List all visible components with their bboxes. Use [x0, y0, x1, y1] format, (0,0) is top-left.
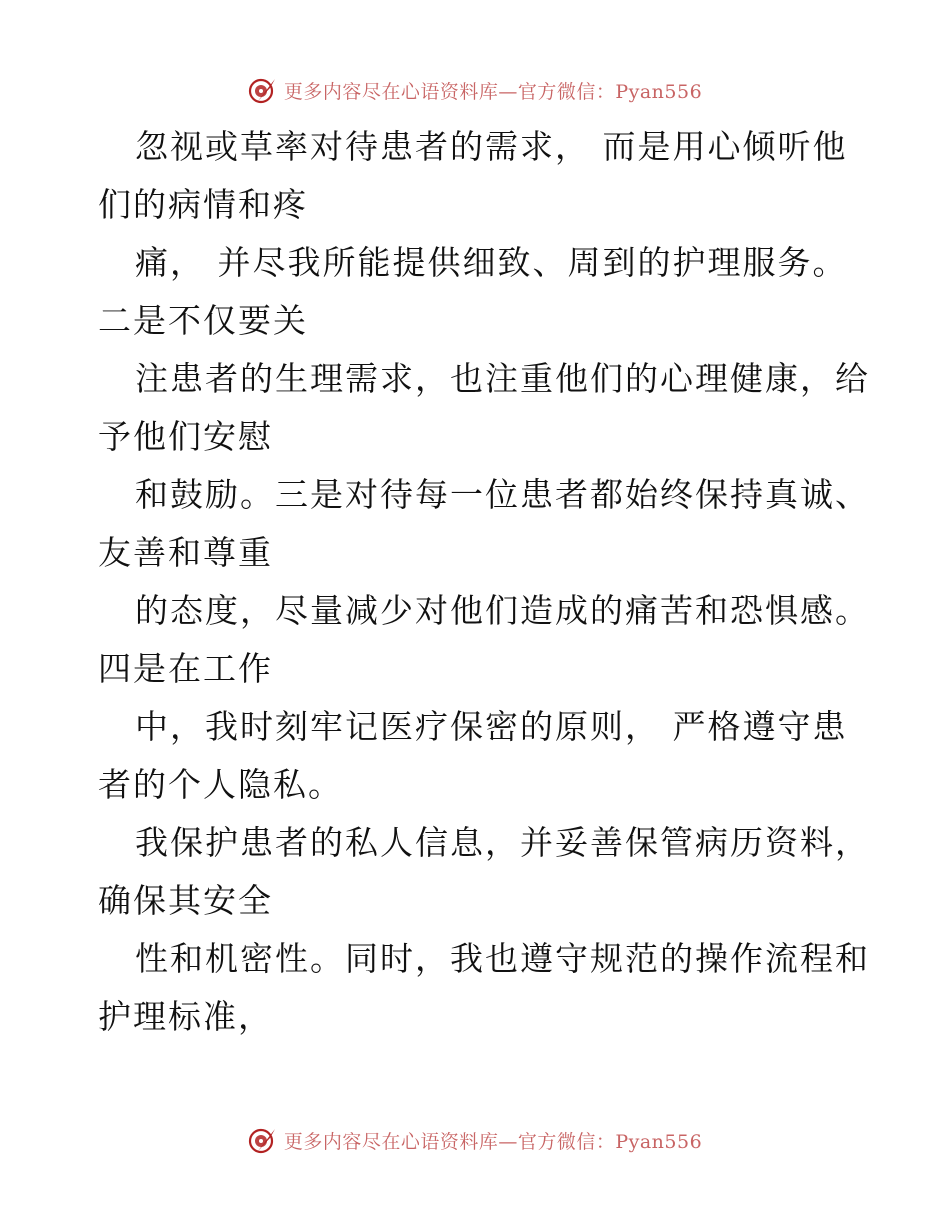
text-line: 注患者的生理需求，也注重他们的心理健康，给: [135, 359, 870, 398]
text-line: 中，我时刻牢记医疗保密的原则， 严格遵守患: [135, 707, 848, 746]
banner-text: 更多内容尽在心语资料库—官方微信：Pyan556: [283, 1130, 703, 1153]
text-line: 四是在工作: [98, 649, 273, 688]
text-line: 痛， 并尽我所能提供细致、周到的护理服务。: [135, 243, 848, 282]
text-line: 性和机密性。同时，我也遵守规范的操作流程和: [135, 939, 870, 978]
text-line: 确保其安全: [98, 881, 273, 920]
quill-pen-logo-icon: [248, 1125, 278, 1155]
footer-banner: [0, 1122, 950, 1158]
text-line: 二是不仅要关: [98, 301, 308, 340]
text-line: 者的个人隐私。: [98, 765, 343, 804]
text-line: 予他们安慰: [98, 417, 273, 456]
text-line: 我保护患者的私人信息，并妥善保管病历资料，: [135, 823, 870, 862]
text-line: 的态度，尽量减少对他们造成的痛苦和恐惧感。: [135, 591, 870, 630]
text-line: 友善和尊重: [98, 533, 273, 572]
text-line: 忽视或草率对待患者的需求， 而是用心倾听他: [135, 127, 848, 166]
text-line: 护理标准，: [98, 997, 273, 1036]
quill-pen-logo-icon: [248, 75, 278, 105]
document-body: [98, 118, 898, 1046]
text-line: 和鼓励。三是对待每一位患者都始终保持真诚、: [135, 475, 870, 514]
text-line: 们的病情和疼: [98, 185, 308, 224]
header-banner: [0, 72, 950, 108]
banner-text: 更多内容尽在心语资料库—官方微信：Pyan556: [283, 80, 703, 103]
